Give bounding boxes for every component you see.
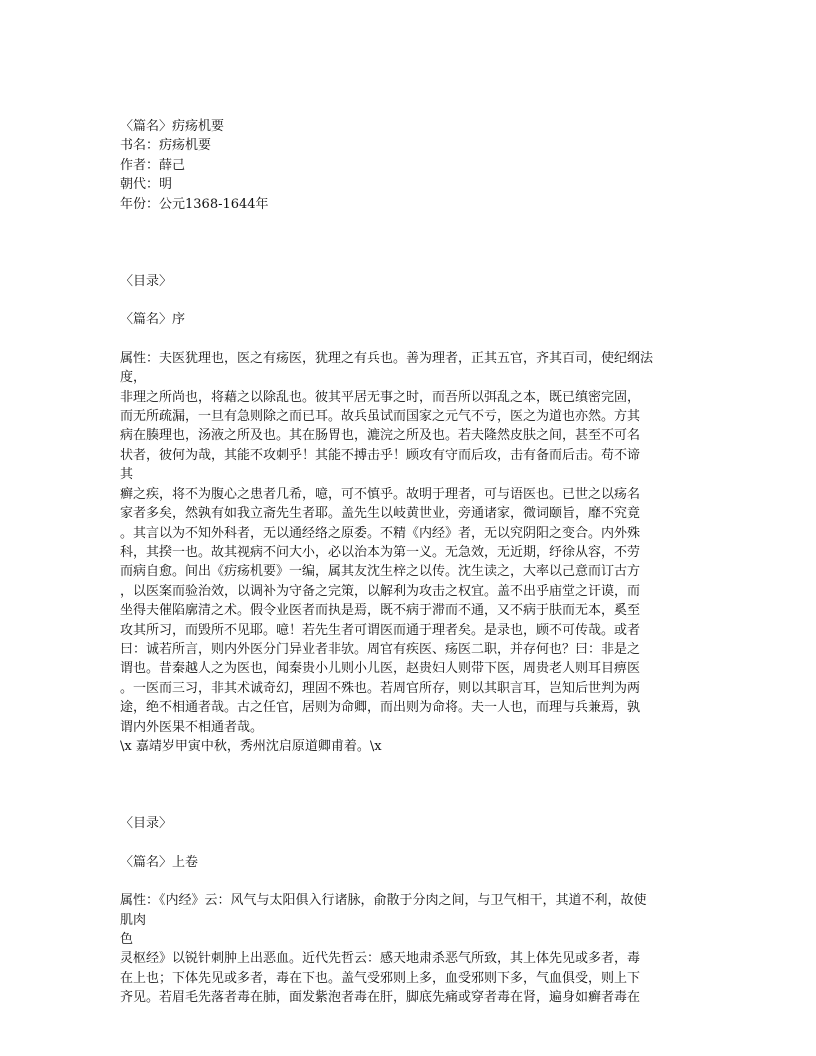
- preface-line: 状者，彼何为哉，其能不攻刺乎！其能不搏击乎！顾攻有守而后攻，击有备而后击。苟不谛: [120, 447, 641, 463]
- preface-line: ，以医案而验治效，以调补为守备之完策，以解利为攻击之权宜。盖不出乎庙堂之讦谟，而: [120, 583, 641, 599]
- preface-line: 家者多矣，然孰有如我立斋先生者耶。盖先生以岐黄世业，旁通诸家，微词颐旨，靡不究竟: [120, 506, 641, 522]
- preface-line: 途，绝不相通者哉。古之任官，居则为命卿，而出则为命将。夫一人也，而理与兵兼焉，孰: [120, 700, 641, 716]
- preface-line: 科，其揆一也。故其视病不问大小，必以治本为第一义。无急效，无近期，纾徐从容，不劳: [120, 544, 641, 560]
- volume-line: 灵枢经》以锐针刺肿上出恶血。近代先哲云：感天地肃杀恶气所致，其上体先见或多者，毒: [120, 951, 641, 967]
- preface-line: \x 嘉靖岁甲寅中秋，秀州沈启原道卿甫着。\x: [120, 738, 382, 754]
- volume-title: 〈篇名〉上卷: [120, 854, 199, 870]
- preface-line: 度，: [120, 370, 147, 386]
- preface-line: 曰：诚若所言，则内外医分门异业者非欤。周官有疾医、疡医二职，并存何也？曰：非是之: [120, 641, 641, 657]
- volume-line: 肌肉: [120, 912, 147, 928]
- document-page: [120, 117, 702, 1008]
- preface-line: 攻其所习，而毁所不见耶。噫！若先生者可谓医而通于理者矣。是录也，顾不可传哉。或者: [120, 622, 641, 638]
- toc-heading-1: 〈目录〉: [120, 274, 173, 290]
- preface-line: 谓内外医果不相通者哉。: [120, 719, 264, 735]
- preface-line: 其: [120, 467, 134, 483]
- preface-line: 。一医而三习，非其术诚奇幻，理固不殊也。若周官所存，则以其职言耳，岂知后世判为两: [120, 680, 641, 696]
- book-title: 书名：疠疡机要: [120, 138, 212, 154]
- preface-line: 而病自愈。间出《疠疡机要》一编，属其友沈生梓之以传。沈生读之，大率以己意而订古方: [120, 564, 641, 580]
- preface-title: 〈篇名〉序: [120, 312, 186, 328]
- preface-body: [120, 349, 702, 757]
- volume-line: 属性：《内经》云：风气与太阳俱入行诸脉，俞散于分肉之间，与卫气相干，其道不利，故使: [120, 893, 647, 909]
- volume-line: 齐见。若眉毛先落者毒在肺，面发紫泡者毒在肝，脚底先痛或穿者毒在肾，遍身如癣者毒在: [120, 990, 641, 1006]
- volume-line: 色: [120, 932, 134, 947]
- preface-line: 病在腠理也，汤液之所及也。其在肠胃也，漉浣之所及也。若夫隆然皮肤之间，甚至不可名: [120, 428, 641, 444]
- preface-line: 而无所疏漏，一旦有急则除之而已耳。故兵虽试而国家之元气不亏，医之为道也亦然。方其: [120, 409, 641, 425]
- meta-block: [120, 117, 702, 214]
- year: 年份：公元1368-1644年: [120, 196, 269, 212]
- preface-line: 非理之所尚也，将藉之以除乱也。彼其平居无事之时，而吾所以弭乱之本，既已缜密完固，: [120, 389, 641, 405]
- dynasty: 朝代：明: [120, 177, 173, 193]
- volume-body: [120, 891, 702, 1007]
- preface-line: 癣之疾，将不为腹心之患者几希，噫，可不慎乎。故明于理者，可与语医也。已世之以疡名: [120, 486, 641, 502]
- preface-line: 坐得夫催陷廓清之术。假令业医者而执是焉，既不病于滞而不通，又不病于肤而无本，奚至: [120, 603, 641, 619]
- preface-line: 属性：夫医犹理也，医之有疡医，犹理之有兵也。善为理者，正其五官，齐其百司，使纪纲法: [120, 350, 654, 366]
- chapter-title: 〈篇名〉疠疡机要: [120, 119, 225, 134]
- author: 作者：薛己: [120, 157, 186, 173]
- toc-heading-2: 〈目录〉: [120, 816, 173, 832]
- preface-line: 谓也。昔秦越人之为医也，闻秦贵小儿则小儿医，赵贵妇人则带下医，周贵老人则耳目痹医: [120, 661, 641, 677]
- volume-line: 在上也；下体先见或多者，毒在下也。盖气受邪则上多，血受邪则下多，气血俱受，则上下: [120, 970, 641, 986]
- preface-line: 。其言以为不知外科者，无以通经络之原委。不精《内经》者，无以究阴阳之变合。内外殊: [120, 525, 641, 541]
